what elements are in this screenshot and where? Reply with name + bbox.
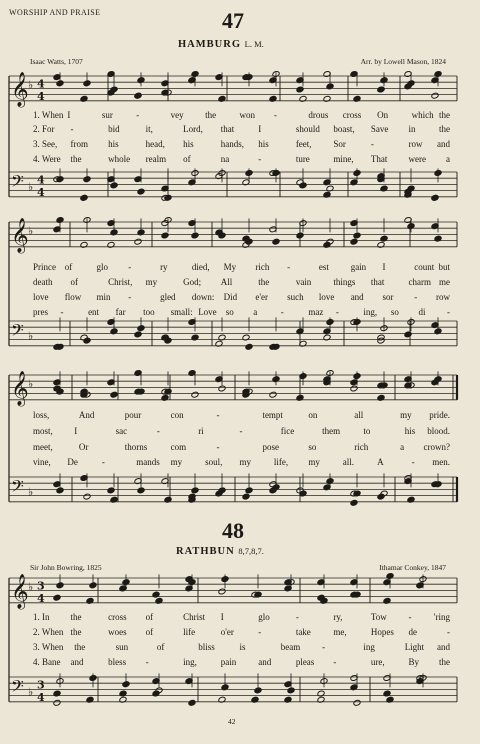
note-head [299,182,307,189]
tune-name: RATHBUN [176,546,235,557]
lyric-syllable: won [239,110,255,120]
lyric-syllable: which [411,110,434,120]
lyric-line [0,139,480,151]
lyric-syllable: whole [108,154,131,164]
lyric-syllable: glo [258,612,270,622]
lyric-syllable: - [60,307,64,317]
lyric-syllable: the [439,124,450,134]
page-number: 42 [228,717,236,726]
lyric-syllable: small: [170,307,193,317]
lyric-syllable: bliss [198,642,215,652]
flat-icon: ♭ [28,224,34,238]
note-head [353,699,361,706]
flat-icon: ♭ [28,685,34,699]
lyric-syllable: such [287,292,304,302]
lyric-syllable: Or [78,442,89,452]
lyric-syllable: beam [280,642,301,652]
lyric-syllable: crown? [423,442,450,452]
lyric-syllable: rich [255,262,270,272]
lyric-syllable: them [322,426,341,436]
hymn-number: 47 [222,8,244,33]
lyric-syllable: ry [160,262,168,272]
lyric-syllable: take [295,627,311,637]
lyric-syllable: meet, [33,442,53,452]
note-head [191,487,199,494]
lyric-syllable: cross [108,612,127,622]
lyric-syllable: but [438,262,450,272]
lyric-syllable: vain [295,277,312,287]
lyric-line [0,442,480,454]
lyric-syllable: tempt [262,410,283,420]
lyric-syllable: and [437,139,450,149]
lyric-syllable: 1. In [33,612,50,622]
lyric-line [0,457,480,469]
note-head [350,238,358,245]
lyric-syllable: gled [160,292,176,302]
note-head [296,86,304,93]
lyric-syllable: 4. Bane [33,657,61,667]
lyric-syllable: 'ring [433,612,450,622]
lyric-syllable: my [400,410,412,420]
lyric-syllable: ing, [183,657,197,667]
note-head [287,687,295,694]
note-head [137,487,145,494]
lyric-syllable: 1. When [33,110,64,120]
lyric-syllable: pleas [295,657,315,667]
time-signature-top: 3 [37,678,45,692]
lyric-syllable: God; [183,277,202,287]
lyric-syllable: that [370,277,385,287]
lyric-syllable: ture [295,154,310,164]
lyric-line [0,612,480,624]
treble-clef-icon: 𝄞 [11,574,29,609]
lyric-syllable: a [446,154,450,164]
lyric-line [0,410,480,422]
lyric-syllable: things [333,277,356,287]
lyric-syllable: and [70,657,84,667]
hymn-number: 48 [222,518,244,543]
lyric-syllable: a [400,442,405,452]
lyric-syllable: A [377,457,384,467]
lyric-syllable: my [145,277,158,287]
lyric-line [0,307,480,319]
flat-icon: ♭ [28,377,34,391]
lyric-syllable: death [33,277,53,287]
flat-icon: ♭ [28,485,34,499]
note-head [296,232,304,239]
note-head [107,487,115,494]
lyric-line [0,262,480,274]
note-head [350,499,358,506]
flat-icon: ♭ [28,180,34,194]
lyric-syllable: life, [273,457,289,467]
lyric-syllable: soul, [205,457,223,467]
lyric-line [0,627,480,639]
lyric-syllable: boast, [333,124,355,134]
lyric-syllable: 3. When [33,642,64,652]
lyric-syllable: a [253,307,258,317]
lyric-syllable: gain [350,262,367,272]
lyric-syllable: maz [308,307,324,317]
lyric-syllable: so [390,307,399,317]
time-signature-top: 3 [37,579,45,593]
note-head [377,86,385,93]
lyric-syllable: most, [33,426,53,436]
note-head [83,493,91,500]
treble-clef-icon: 𝄞 [11,218,29,253]
lyric-syllable: of [145,627,154,637]
lyric-syllable: fice [280,426,295,436]
lyric-syllable: me [439,277,450,287]
lyric-syllable: ry, [333,612,343,622]
time-signature-bottom: 4 [37,89,45,103]
lyric-syllable: all [354,410,364,420]
lyric-syllable: - [273,110,277,120]
note-head [245,343,253,350]
lyric-syllable: row [408,139,423,149]
lyric-syllable: life [183,627,196,637]
lyric-syllable: - [128,292,132,302]
lyric-syllable: the [258,277,270,287]
lyric-syllable: hands, [220,139,244,149]
lyric-syllable: Sor [333,139,346,149]
lyric-syllable: and [437,642,450,652]
lyric-line [0,277,480,289]
lyric-syllable: - [128,262,132,272]
lyric-syllable: I [220,612,224,622]
tune-meter: L. M. [244,39,264,49]
lyric-syllable: - [333,657,337,667]
lyric-syllable: cross [342,110,362,120]
lyric-syllable: flow [64,292,82,302]
note-head [155,687,163,694]
lyric-syllable: - [239,426,243,436]
lyric-line [0,110,480,122]
lyric-syllable: of [64,262,73,272]
note-head [242,493,250,500]
lyric-syllable: his [258,139,269,149]
time-signature-bottom: 4 [37,690,45,704]
lyric-syllable: on [308,410,318,420]
note-head [56,487,64,494]
lyric-syllable: 2. When [33,627,64,637]
lyric-syllable: vine, [33,457,51,467]
lyric-syllable: - [216,410,220,420]
lyric-syllable: and [258,657,272,667]
lyric-syllable: That [370,154,388,164]
lyric-syllable: - [216,442,220,452]
note-head [134,92,142,99]
note-head [245,487,253,494]
lyric-syllable: were [408,154,426,164]
lyric-syllable: far [115,307,126,317]
lyric-syllable: 3. See, [33,139,58,149]
lyric-syllable: of [145,612,154,622]
lyric-syllable: sur [101,110,113,120]
lyric-syllable: to [363,426,371,436]
lyric-syllable: Save [370,124,389,134]
lyric-syllable: di [418,307,426,317]
lyric-syllable: ri [198,426,204,436]
lyric-syllable: 4. Were [33,154,61,164]
flat-icon: ♭ [28,78,34,92]
note-head [218,385,226,392]
lyric-syllable: - [280,307,284,317]
lyric-syllable: De [67,457,78,467]
lyric-syllable: rich [354,442,369,452]
tune-meter: 8,7,8,7. [238,546,264,556]
lyric-syllable: it, [145,124,153,134]
lyric-line [0,657,480,669]
lyric-syllable: the [439,110,450,120]
lyric-syllable: the [439,657,450,667]
lyric-syllable: too [143,307,155,317]
lyric-syllable: feet, [295,139,312,149]
lyric-syllable: mands [136,457,160,467]
lyric-syllable: all. [342,457,354,467]
lyric-syllable: ent [88,307,100,317]
note-head [83,337,91,344]
lyric-syllable: the [70,612,82,622]
lyric-syllable: - [414,292,418,302]
lyric-syllable: - [136,110,140,120]
lyric-syllable: that [220,124,235,134]
lyric-line [0,426,480,438]
note-head [80,194,88,201]
lyric-syllable: men. [432,457,450,467]
lyric-syllable: e'er [255,292,268,302]
lyric-syllable: me, [333,627,347,637]
tune-name: HAMBURG [178,39,241,50]
lyric-syllable: drous [308,110,329,120]
lyric-syllable: my [239,457,252,467]
lyric-syllable: - [295,612,299,622]
lyric-syllable: pain [220,657,237,667]
lyric-syllable: the [205,110,217,120]
lyric-syllable: bid [108,124,120,134]
lyric-syllable: - [408,612,412,622]
note-head [188,699,196,706]
lyric-syllable: con [170,410,184,420]
lyric-syllable: On [377,110,389,120]
lyric-syllable: died, [191,262,210,272]
words-credit: Isaac Watts, 1707 [30,57,83,66]
note-head [53,699,61,706]
lyric-syllable: I [67,110,71,120]
lyric-syllable: - [145,657,149,667]
lyric-syllable: Prince [33,262,56,272]
lyric-syllable: o'er [220,627,234,637]
lyric-syllable: I [382,262,386,272]
lyric-syllable: love [33,292,49,302]
lyric-syllable: his [404,426,416,436]
lyric-syllable: pose [262,442,279,452]
note-head [191,232,199,239]
lyric-syllable: - [70,124,74,134]
lyric-syllable: row [436,292,450,302]
lyric-syllable: Love [198,307,217,317]
time-signature-bottom: 4 [37,591,45,605]
lyric-syllable: thorns [124,442,148,452]
lyric-syllable: Light [404,642,425,652]
lyric-line [0,124,480,136]
note-head [110,391,118,398]
lyric-syllable: - [258,154,262,164]
lyric-syllable: pour [124,410,142,420]
note-head [134,238,142,245]
lyric-syllable: - [411,457,415,467]
lyric-syllable: loss, [33,410,50,420]
lyric-syllable: All [220,277,233,287]
lyric-syllable: the [70,627,82,637]
lyric-syllable: Christ, [108,277,133,287]
lyric-syllable: and [350,292,364,302]
lyric-syllable: bless [108,657,127,667]
lyric-syllable: sor [382,292,394,302]
treble-clef-icon: 𝄞 [11,371,29,406]
lyric-syllable: of [156,642,165,652]
note-head [110,182,118,189]
lyric-syllable: vey [170,110,184,120]
lyric-syllable: woes [108,627,127,637]
lyric-syllable: - [101,457,105,467]
lyric-syllable: - [370,139,374,149]
lyric-syllable: est [318,262,329,272]
lyric-syllable: Christ [183,612,206,622]
lyric-syllable: min [96,292,111,302]
lyric-syllable: Lord, [183,124,203,134]
lyric-syllable: sac [115,426,128,436]
note-head [272,238,280,245]
time-signature-bottom: 4 [37,185,45,199]
note-head [218,588,226,595]
lyric-syllable: - [447,307,450,317]
music-credit: Ithamar Conkey, 1847 [379,563,446,572]
lyric-syllable: mine, [333,154,354,164]
lyric-syllable: his [183,139,194,149]
lyric-line [0,292,480,304]
lyric-syllable: By [408,657,419,667]
bass-clef-icon: 𝄢 [11,676,24,700]
lyric-syllable: ing, [363,307,378,317]
bass-clef-icon: 𝄢 [11,320,24,344]
lyric-syllable: realm [145,154,167,164]
time-signature-top: 4 [37,77,45,91]
lyric-syllable: pride. [429,410,450,420]
time-signature-top: 4 [37,173,45,187]
lyric-syllable: my [170,457,183,467]
note-head [431,194,439,201]
lyric-syllable: And [78,410,95,420]
lyric-syllable: com [170,442,187,452]
lyric-syllable: My [223,262,237,272]
lyric-syllable: I [74,426,78,436]
lyric-syllable: the [74,642,86,652]
lyric-syllable: his [108,139,119,149]
lyric-syllable: is [239,642,246,652]
lyric-syllable: 2. For [33,124,55,134]
lyric-syllable: from [70,139,89,149]
bass-clef-icon: 𝄢 [11,476,24,500]
note-head [254,687,262,694]
lyric-syllable: in [408,124,416,134]
lyric-syllable: na [220,154,230,164]
music-credit: Arr. by Lowell Mason, 1824 [360,57,446,66]
lyric-syllable: sun [115,642,129,652]
lyric-line [0,154,480,166]
note-head [134,331,142,338]
lyric-syllable: so [308,442,317,452]
lyric-syllable: - [447,627,450,637]
lyric-syllable: - [258,627,262,637]
lyric-line [0,642,480,654]
lyric-syllable: Hopes [370,627,394,637]
lyric-syllable: should [295,124,320,134]
lyric-syllable: de [408,627,417,637]
note-head [161,232,169,239]
flat-icon: ♭ [28,580,34,594]
lyric-syllable: head, [145,139,165,149]
lyric-syllable: pres [33,307,48,317]
lyric-syllable: I [258,124,262,134]
lyric-syllable: glo [96,262,109,272]
lyric-syllable: - [156,426,160,436]
treble-clef-icon: 𝄞 [11,72,29,107]
lyric-syllable: love [318,292,335,302]
bass-clef-icon: 𝄢 [11,171,24,195]
lyric-syllable: my [308,457,320,467]
lyric-syllable: blood. [427,426,450,436]
lyric-syllable: Tow [370,612,387,622]
lyric-syllable: down: [191,292,215,302]
section-title: WORSHIP AND PRAISE [9,8,101,17]
note-head [326,238,334,245]
words-credit: Sir John Bowring, 1825 [30,563,102,572]
lyric-syllable: - [287,262,291,272]
note-head [350,385,358,392]
note-head [110,86,118,93]
note-head [269,391,277,398]
lyric-syllable: count [414,262,435,272]
note-head [431,92,439,99]
lyric-syllable: of [70,277,79,287]
lyric-syllable: Did [223,292,238,302]
note-head [353,232,361,239]
note-head [53,594,61,601]
lyric-syllable: - [322,642,326,652]
note-head [404,331,412,338]
flat-icon: ♭ [28,329,34,343]
lyric-syllable: charm [408,277,431,287]
lyric-syllable: of [183,154,191,164]
note-head [218,487,226,494]
note-head [137,188,145,195]
lyric-syllable: ure, [370,657,385,667]
lyric-syllable: the [70,154,82,164]
lyric-syllable: ing [363,642,375,652]
lyric-syllable: - [335,307,339,317]
lyric-syllable: so [225,307,234,317]
note-head [191,391,199,398]
